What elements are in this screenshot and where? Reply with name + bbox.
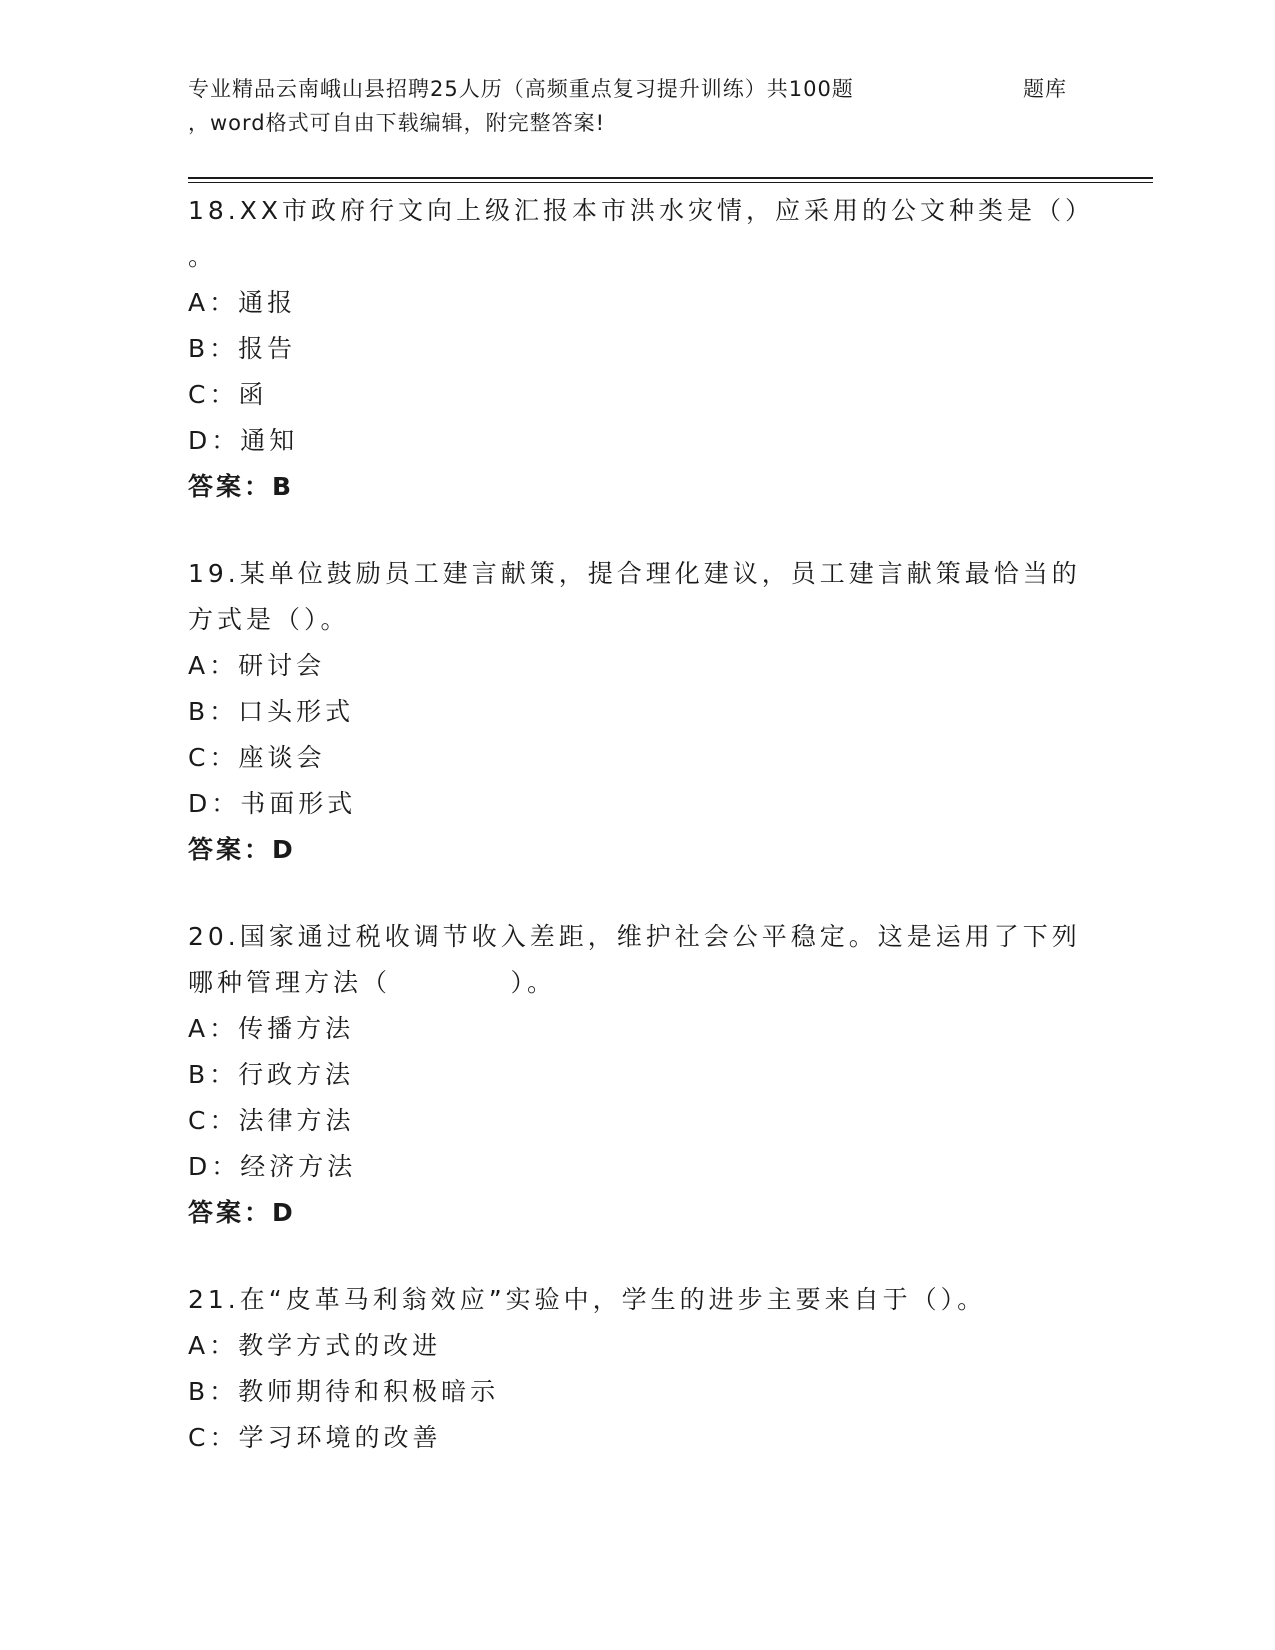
option-a: A：研讨会 <box>188 651 326 680</box>
option-d: D：经济方法 <box>188 1152 357 1181</box>
question-19 <box>188 551 1088 873</box>
option-c: C：法律方法 <box>188 1106 355 1135</box>
answer: 答案：B <box>188 472 295 501</box>
page-header <box>188 72 1088 140</box>
answer: 答案：D <box>188 1198 296 1227</box>
option-c: C：函 <box>188 380 268 409</box>
question-18 <box>188 188 1095 510</box>
question-21 <box>188 1277 1088 1461</box>
option-b: B：教师期待和积极暗示 <box>188 1377 500 1406</box>
option-a: A：通报 <box>188 288 297 317</box>
question-stem: 。 <box>188 242 218 271</box>
option-d: D：通知 <box>188 426 299 455</box>
question-list <box>188 188 1095 1461</box>
header-divider-thick <box>188 177 1153 179</box>
question-stem: 18.XX市政府行文向上级汇报本市洪水灾情，应采用的公文种类是（） <box>188 196 1095 225</box>
option-d: D：书面形式 <box>188 789 357 818</box>
option-a: A：教学方式的改进 <box>188 1331 442 1360</box>
option-b: B：口头形式 <box>188 697 355 726</box>
answer: 答案：D <box>188 835 296 864</box>
option-a: A：传播方法 <box>188 1014 355 1043</box>
option-b: B：报告 <box>188 334 297 363</box>
question-stem: 哪种管理方法（ ）。 <box>188 968 556 997</box>
option-c: C：座谈会 <box>188 743 326 772</box>
question-stem: 20.国家通过税收调节收入差距，维护社会公平稳定。这是运用了下列 <box>188 922 1081 951</box>
header-subtitle: ，word格式可自由下载编辑，附完整答案! <box>188 111 606 135</box>
option-b: B：行政方法 <box>188 1060 355 1089</box>
question-stem: 19.某单位鼓励员工建言献策，提合理化建议，员工建言献策最恰当的 <box>188 559 1081 588</box>
header-tag: 题库 <box>1023 77 1067 101</box>
option-c: C：学习环境的改善 <box>188 1423 442 1452</box>
question-20 <box>188 914 1088 1236</box>
header-title: 专业精品云南峨山县招聘25人历（高频重点复习提升训练）共100题 <box>188 77 854 101</box>
header-divider-thin <box>188 182 1153 183</box>
question-stem: 方式是（）。 <box>188 605 350 634</box>
question-stem: 21.在“皮革马利翁效应”实验中，学生的进步主要来自于（）。 <box>188 1285 987 1314</box>
